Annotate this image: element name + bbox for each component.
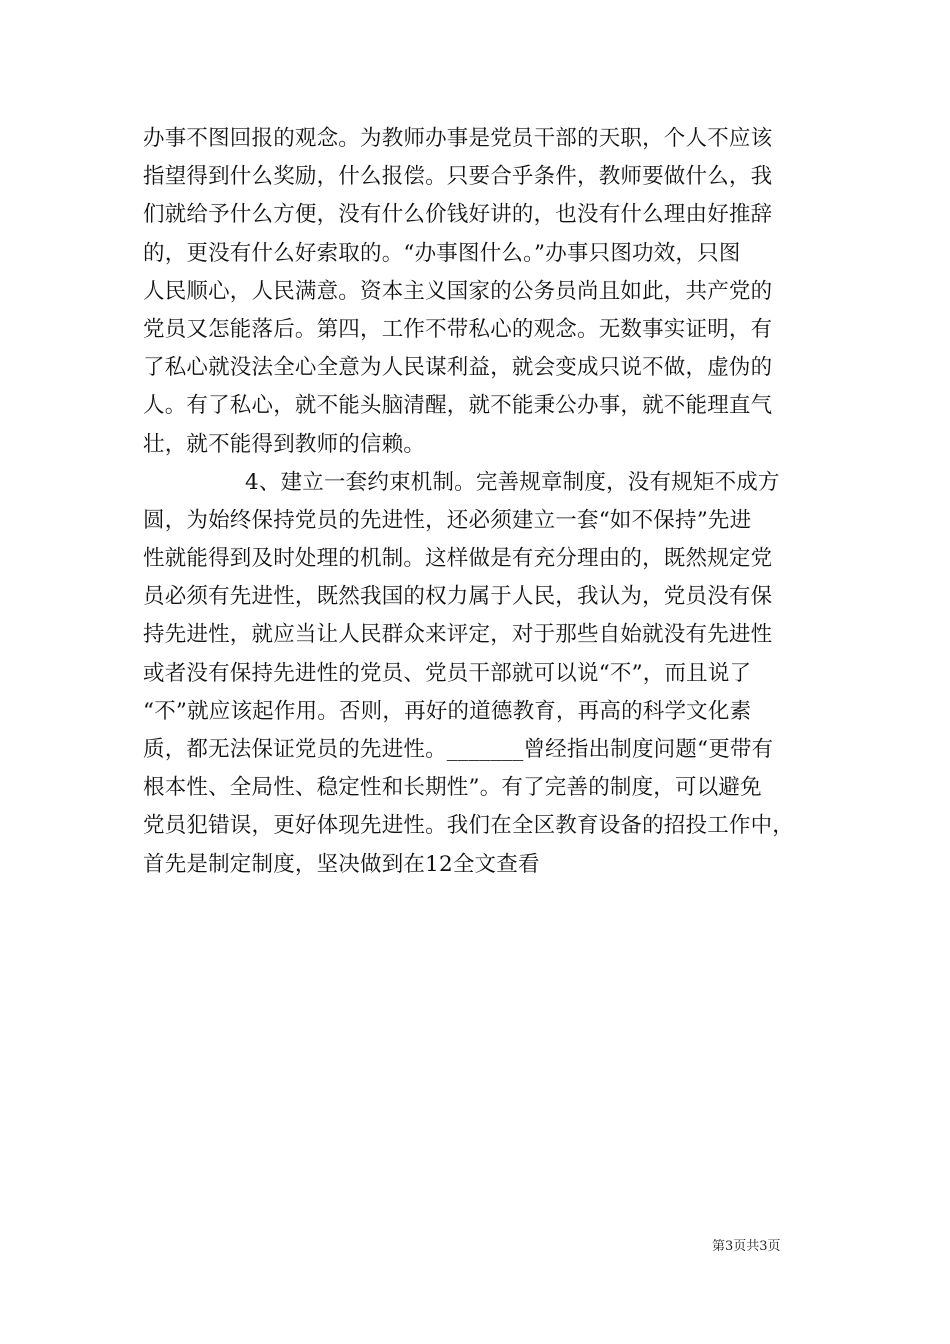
document-body bbox=[143, 120, 833, 884]
text-line: 指望得到什么奖励，什么报偿。只要合乎条件，教师要做什么，我 bbox=[143, 164, 773, 190]
text-line: 根本性、全局性、稳定性和长期性”。有了完善的制度，可以避免 bbox=[143, 775, 762, 801]
paragraph-1 bbox=[143, 120, 833, 464]
text-line: 或者没有保持先进性的党员、党员干部就可以说“不”，而且说了 bbox=[143, 660, 752, 686]
text-line: 的，更没有什么好索取的。“办事图什么。”办事只图功效，只图 bbox=[143, 240, 741, 266]
paragraph-2 bbox=[143, 464, 833, 884]
text-line: “不”就应该起作用。否则，再好的道德教育，再高的科学文化素 bbox=[143, 698, 752, 724]
text-line: 人民顺心，人民满意。资本主义国家的公务员尚且如此，共产党的 bbox=[143, 278, 773, 304]
text-line: 党员犯错误，更好体现先进性。我们在全区教育设备的招投工作中， bbox=[143, 813, 795, 839]
text-line: 持先进性，就应当让人民群众来评定，对于那些自始就没有先进性 bbox=[143, 622, 773, 648]
text-line: 们就给予什么方便，没有什么价钱好讲的，也没有什么理由好推辞 bbox=[143, 202, 773, 228]
page-number-footer: 第3页共3页 bbox=[712, 1239, 781, 1254]
text-line: 了私心就没法全心全意为人民谋利益，就会变成只说不做，虚伪的 bbox=[143, 355, 773, 381]
text-line: 质，都无法保证党员的先进性。_______曾经指出制度问题“更带有 bbox=[143, 737, 774, 762]
text-line: 人。有了私心，就不能头脑清醒，就不能秉公办事，就不能理直气 bbox=[143, 393, 773, 419]
text-line: 办事不图回报的观念。为教师办事是党员干部的天职，个人不应该 bbox=[143, 126, 773, 151]
text-line: 4、建立一套约束机制。完善规章制度，没有规矩不成方 bbox=[245, 469, 780, 495]
text-line: 员必须有先进性，既然我国的权力属于人民，我认为，党员没有保 bbox=[143, 584, 773, 610]
text-line: 党员又怎能落后。第四，工作不带私心的观念。无数事实证明，有 bbox=[143, 316, 773, 342]
text-line: 首先是制定制度，坚决做到在12全文查看 bbox=[143, 851, 540, 877]
text-line: 性就能得到及时处理的机制。这样做是有充分理由的，既然规定党 bbox=[143, 546, 773, 572]
text-line: 壮，就不能得到教师的信赖。 bbox=[143, 431, 426, 457]
text-line: 圆，为始终保持党员的先进性，还必须建立一套“如不保持”先进 bbox=[143, 507, 752, 533]
